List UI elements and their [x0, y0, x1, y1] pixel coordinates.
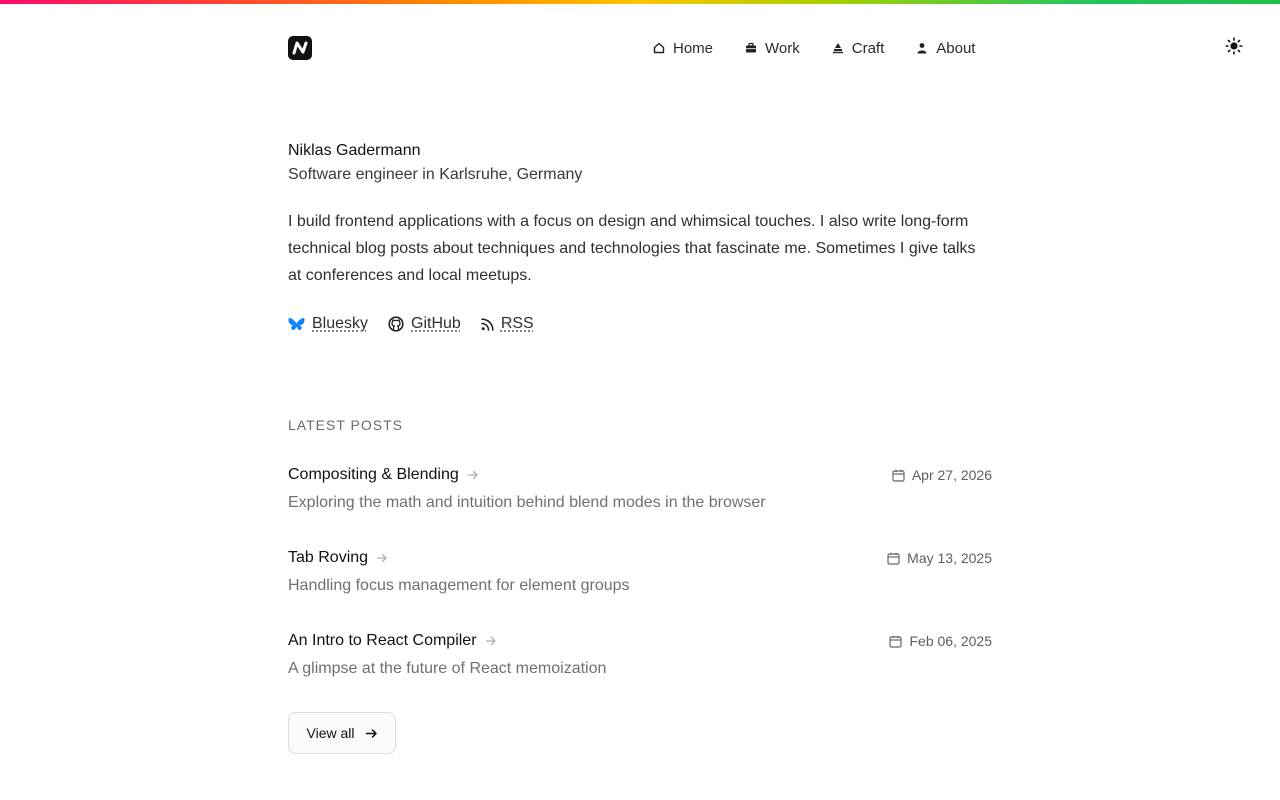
nav-item-work[interactable] [736, 40, 809, 57]
bio-text: I build frontend applications with a focus on design and whimsical touches. I also write long-form technical blog posts about techniques and technologies that fascinate me. Sometimes I give talks at conferences and local meetups. [288, 213, 976, 284]
nav-item-home[interactable] [644, 40, 722, 57]
arrow-right-icon [485, 635, 497, 647]
github-link[interactable] [388, 315, 461, 333]
arrow-right-icon [467, 469, 479, 481]
view-all-label: View all [306, 725, 355, 741]
post-title: An Intro to React Compiler [288, 632, 477, 649]
calendar-icon [889, 635, 902, 648]
post-description: Exploring the math and intuition behind blend modes in the browser [288, 494, 766, 511]
briefcase-icon [745, 42, 757, 54]
post-date [887, 550, 992, 566]
author-subtitle: Software engineer in Karlsruhe, Germany [288, 166, 583, 183]
view-all-button[interactable] [288, 712, 396, 754]
user-icon [916, 42, 928, 54]
logo-icon [292, 41, 308, 55]
post-title-row [288, 632, 497, 650]
post-date [889, 633, 992, 649]
arrow-right-icon [376, 552, 388, 564]
sun-icon [1225, 37, 1243, 55]
bluesky-label: Bluesky [312, 315, 369, 332]
calendar-icon [887, 552, 900, 565]
post-item[interactable] [288, 549, 992, 609]
nav-item-label: About [936, 39, 976, 57]
social-links [288, 315, 534, 333]
nav-item-about[interactable] [907, 40, 984, 57]
rss-label: RSS [500, 315, 534, 332]
arrow-right-icon [365, 727, 378, 740]
post-date-text: Feb 06, 2025 [909, 633, 992, 649]
nav-item-label: Work [765, 39, 800, 57]
post-title-row [288, 466, 479, 484]
rss-icon [481, 318, 494, 331]
post-date-text: Apr 27, 2026 [911, 467, 992, 483]
nav-item-craft[interactable] [823, 40, 894, 57]
craft-icon [832, 42, 844, 54]
nav-item-label: Craft [851, 39, 885, 57]
github-label: GitHub [411, 315, 461, 332]
calendar-icon [892, 469, 905, 482]
post-title: Tab Roving [288, 549, 369, 566]
post-description: A glimpse at the future of React memoization [288, 660, 607, 677]
butterfly-icon [288, 317, 305, 332]
logo[interactable] [288, 36, 312, 60]
github-icon [388, 316, 404, 332]
accent-bar [0, 0, 1280, 4]
home-icon [653, 42, 665, 54]
bluesky-link[interactable] [288, 315, 368, 333]
post-date-text: May 13, 2025 [907, 550, 992, 566]
main-nav [644, 36, 984, 60]
nav-item-label: Home [673, 39, 714, 57]
author-name: Niklas Gadermann [288, 142, 421, 159]
post-title-row [288, 549, 388, 567]
post-item[interactable] [288, 632, 992, 692]
post-title: Compositing & Blending [288, 466, 459, 483]
post-item[interactable] [288, 466, 992, 526]
theme-toggle-button[interactable] [1224, 36, 1244, 56]
rss-link[interactable] [481, 315, 534, 333]
post-description: Handling focus management for element groups [288, 577, 630, 594]
post-date [892, 467, 992, 483]
latest-posts-heading: LATEST POSTS [288, 417, 403, 433]
